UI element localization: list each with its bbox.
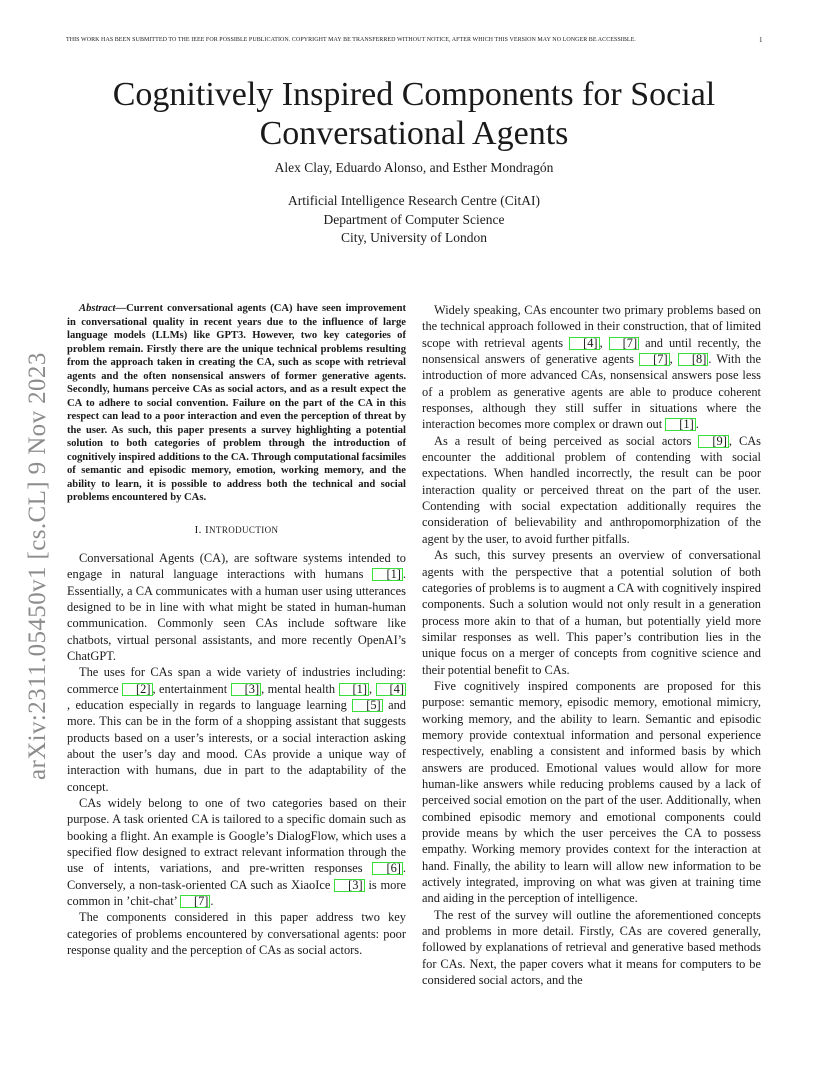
intro-paragraph-7: As such, this survey presents an overview of conversational agents with the perspective that a potential solution of both categories of problems is to augment a CA with cognitively inspired components. Such a solution would not only result in a generation process more akin to that of a human, but potentially yield more similar responses as well. This paper’s contribution lies in the unique focus on a merger of concepts from cognitive science and their potential benefit to CAs. <box>422 548 761 677</box>
abstract-label: Abstract <box>79 303 116 314</box>
citation-link[interactable]: [7] <box>639 353 669 366</box>
citation-link[interactable]: [1] <box>339 683 369 696</box>
affiliation-block <box>70 192 758 248</box>
text-run: , CAs encounter the additional problem of contending with social expectations. When handled incorrectly, the result can be poor interaction quality or perceived threat on the part of the user. Contending with social expectation additionally requires the consideration of believability and anthropomorphization of the agent by the user, to avoid further pitfalls. <box>422 433 761 546</box>
affiliation-line: Department of Computer Science <box>323 211 505 227</box>
text-run: , <box>599 335 609 350</box>
abstract <box>67 302 406 505</box>
text-run: and until recently, the nonsensical answers of generative agents <box>422 335 761 367</box>
text-run: , entertainment <box>152 681 231 696</box>
section-title-initial: I <box>204 523 210 536</box>
intro-paragraph-5 <box>422 302 761 433</box>
affiliation-line: Artificial Intelligence Research Centre (CitAI) <box>288 193 540 208</box>
citation-link[interactable]: [8] <box>678 353 708 366</box>
text-run: . Conversely, a non-task-oriented CA such as XiaoIce <box>67 861 406 892</box>
paper-title: Cognitively Inspired Components for Social Conversational Agents <box>112 76 716 152</box>
text-run: Widely speaking, CAs encounter two primary problems based on the technical approach followed in their construction, that of limited scope with retrieval agents <box>422 303 761 350</box>
text-run: , education especially in regards to language learning <box>67 697 353 712</box>
text-run: . <box>210 894 214 909</box>
text-run: The uses for CAs span a wide variety of industries including: commerce <box>67 665 406 696</box>
text-run: , <box>368 681 376 696</box>
citation-link[interactable]: [2] <box>122 683 152 696</box>
author-list: Alex Clay, Eduardo Alonso, and Esther Mondragón <box>274 160 554 175</box>
intro-paragraph-2 <box>67 664 406 795</box>
intro-paragraph-9: The rest of the survey will outline the aforementioned concepts and problems in more detail. Firstly, CAs are covered generally, followed by explanations of retrieval and generative based methods for CAs. Next, the paper covers what it means for computers to be considered social actors, and the <box>422 907 761 988</box>
right-column <box>422 302 761 988</box>
page-number: 1 <box>759 36 763 44</box>
text-run: . Essentially, a CA communicates with a human user using utterances designed to be in line with what might be stated in human-human communication. Commonly seen CAs include software like chatbots, virtual personal assistants, and more recently OpenAI’s ChatGPT. <box>67 567 406 663</box>
left-column <box>67 302 406 958</box>
citation-link[interactable]: [7] <box>180 895 210 908</box>
citation-link[interactable]: [7] <box>609 337 639 350</box>
text-run: , mental health <box>261 681 339 696</box>
citation-link[interactable]: [4] <box>569 337 599 350</box>
text-run: is more common in ’chit-chat’ <box>67 877 406 909</box>
section-heading-introduction <box>67 522 406 538</box>
abstract-text: —Current conversational agents (CA) have seen improvement in conversational quality in recent years due to the influence of large language models (LLMs) like GPT3. However, two key categories of problem remain. Firstly there are the unique technical problems resulting from the approach taken in creating the CA, such as scope with retrieval agents and the often nonsensical answers of former generative agents. Secondly, humans perceive CAs as social actors, and as a result expect the CA to adhere to social convention. Failure on the part of the CA in this respect can lead to a poor interaction and even the perception of threat by the user. As such, this paper presents a survey highlighting a potential solution to both categories of problem through the introduction of cognitively inspired additions to the CA. Through computational facsimiles of semantic and episodic memory, emotion, working memory, and the ability to learn, it is possible to address both the technical and social problems encountered by CAs. <box>67 303 406 503</box>
text-run: , <box>669 352 678 367</box>
citation-link[interactable]: [3] <box>334 879 364 892</box>
citation-link[interactable]: [4] <box>376 683 406 696</box>
text-run: As a result of being perceived as social actors <box>434 433 699 448</box>
section-title-rest: NTRODUCTION <box>209 524 279 535</box>
citation-link[interactable]: [1] <box>372 568 402 581</box>
text-run: . With the introduction of more advanced CAs, nonsensical answers pose less of a problem as generative agents are able to produce coherent responses, although they still suffer in situations where the interaction becomes more complex or drawn out <box>422 352 761 432</box>
intro-paragraph-3 <box>67 795 406 909</box>
arxiv-identifier-stamp: arXiv:2311.05450v1 [cs.CL] 9 Nov 2023 <box>24 352 51 780</box>
citation-link[interactable]: [6] <box>372 862 402 875</box>
citation-link[interactable]: [9] <box>698 435 728 448</box>
intro-paragraph-8: Five cognitively inspired components are proposed for this purpose: semantic memory, episodic memory, emotional mimicry, working memory, and the ability to learn. Semantic and episodic memory provide contextual information and personal experience respectively, enabling a consistent and informed basis by which answers are produced. Emotional values would allow for more human-like answers while reducing problems caused by a lack of perceived social emotion on the part of the user. Additionally, when combined episodic memory and emotional components could provide means by which the user perceives the CA to possess empathy. Working memory provides context for the interaction at hand. Finally, the ability to learn will allow new information to be actively integrated, improving on what was given at training time and aiding in the perception of intelligence. <box>422 678 761 906</box>
intro-paragraph-1 <box>67 550 406 664</box>
citation-link[interactable]: [1] <box>665 418 695 431</box>
text-run: Conversational Agents (CA), are software systems intended to engage in natural language interactions with humans <box>67 550 406 582</box>
section-number: I. <box>194 523 205 536</box>
intro-paragraph-4: The components considered in this paper address two key categories of problems encountered by conversational agents: poor response quality and the perception of CAs as social actors. <box>67 910 406 958</box>
affiliation-line: City, University of London <box>340 230 488 245</box>
text-run: CAs widely belong to one of two categories based on their purpose. A task oriented CA is tailored to a specific domain such as booking a flight. An example is Google’s DialogFlow, which uses a specified flow designed to extract relevant information through the use of intents, variations, and pre-written responses <box>67 796 406 876</box>
citation-link[interactable]: [5] <box>352 699 382 712</box>
intro-paragraph-6 <box>422 433 761 547</box>
text-run: . <box>695 417 699 432</box>
running-header: THIS WORK HAS BEEN SUBMITTED TO THE IEEE FOR POSSIBLE PUBLICATION. COPYRIGHT MAY BE TRANSFERRED WITHOUT NOTICE, AFTER WHICH THIS VERSION MAY NO LONGER BE ACCESSIBLE. <box>66 37 636 43</box>
text-run: and more. This can be in the form of a shopping assistant that suggests products based on a user’s interests, or a social interaction asking about the user’s day and mood. CAs provide a unique way of interaction with humans, due in part to the adaptability of the concept. <box>67 697 406 794</box>
citation-link[interactable]: [3] <box>231 683 261 696</box>
